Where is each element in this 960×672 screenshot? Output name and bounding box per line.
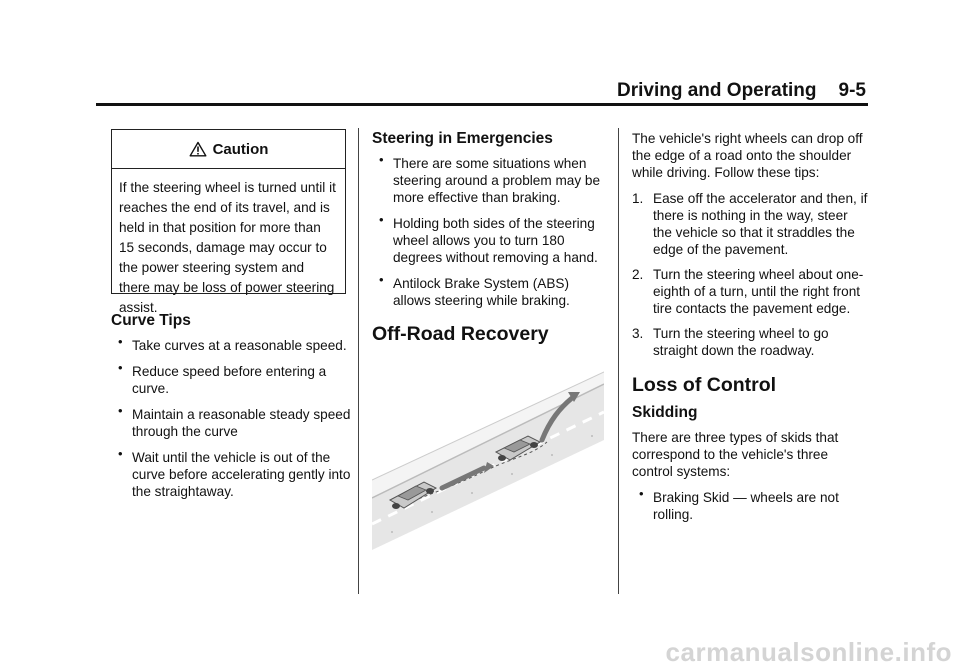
- page-number: 9-5: [838, 80, 866, 101]
- list-item: • Maintain a reasonable steady speed through the curve: [118, 403, 351, 439]
- caution-text: If the steering wheel is turned until it reaches the end of its travel, and is held in that position for more than 15 seconds, damage may occur to the power steering system and there may be loss of power steering assist.: [119, 180, 336, 315]
- caution-header: [112, 130, 345, 169]
- off-road-recovery-heading-wrap: [372, 323, 608, 345]
- list-item: • Wait until the vehicle is out of the curve before accelerating gently into the straightaway.: [118, 446, 351, 499]
- list-item: • Holding both sides of the steering wheel allows you to turn 180 degrees without removing a hand.: [379, 212, 598, 265]
- column-divider-2: [618, 128, 619, 594]
- list-item: • Braking Skid — wheels are not rolling.: [639, 486, 839, 522]
- steering-emergencies-section: [372, 130, 608, 318]
- list-item: • Take curves at a reasonable speed.: [118, 334, 347, 353]
- off-road-recovery-heading: Off-Road Recovery: [372, 323, 549, 345]
- list-item: • Reduce speed before entering a curve.: [118, 360, 327, 396]
- section-title: Driving and Operating: [617, 80, 817, 101]
- right-column: [632, 130, 868, 532]
- list-item: • Antilock Brake System (ABS) allows steering while braking.: [379, 272, 570, 308]
- list-item: • There are some situations when steering around a problem may be more effective than braking.: [379, 152, 601, 205]
- column-divider-1: [358, 128, 359, 594]
- list-item: 1. Ease off the accelerator and then, if there is nothing in the way, steer the vehicle so that it straddles the edge of the pavement.: [632, 191, 868, 257]
- skidding-heading: Skidding: [632, 404, 698, 421]
- caution-box: [111, 129, 346, 315]
- curve-tips-section: [111, 312, 351, 509]
- off-road-recovery-intro: The vehicle's right wheels can drop off the edge of a road onto the shoulder while driving. Follow these tips:: [632, 131, 863, 180]
- page-header: [560, 80, 866, 102]
- header-rule: [96, 103, 868, 106]
- list-item: 3. Turn the steering wheel to go straight down the roadway.: [632, 326, 829, 358]
- loss-of-control-heading: Loss of Control: [632, 374, 777, 396]
- curve-tips-heading: Curve Tips: [111, 312, 191, 329]
- steering-emergencies-heading: Steering in Emergencies: [372, 130, 553, 147]
- list-item: 2. Turn the steering wheel about one-eighth of a turn, until the right front tire contacts the pavement edge.: [632, 267, 864, 316]
- off-road-recovery-illustration: [372, 370, 604, 550]
- watermark: carmanualsonline.info: [665, 637, 952, 667]
- caution-title: Caution: [212, 140, 269, 158]
- skidding-intro: There are three types of skids that correspond to the vehicle's three control systems:: [632, 430, 839, 479]
- warning-triangle-icon: [189, 141, 207, 157]
